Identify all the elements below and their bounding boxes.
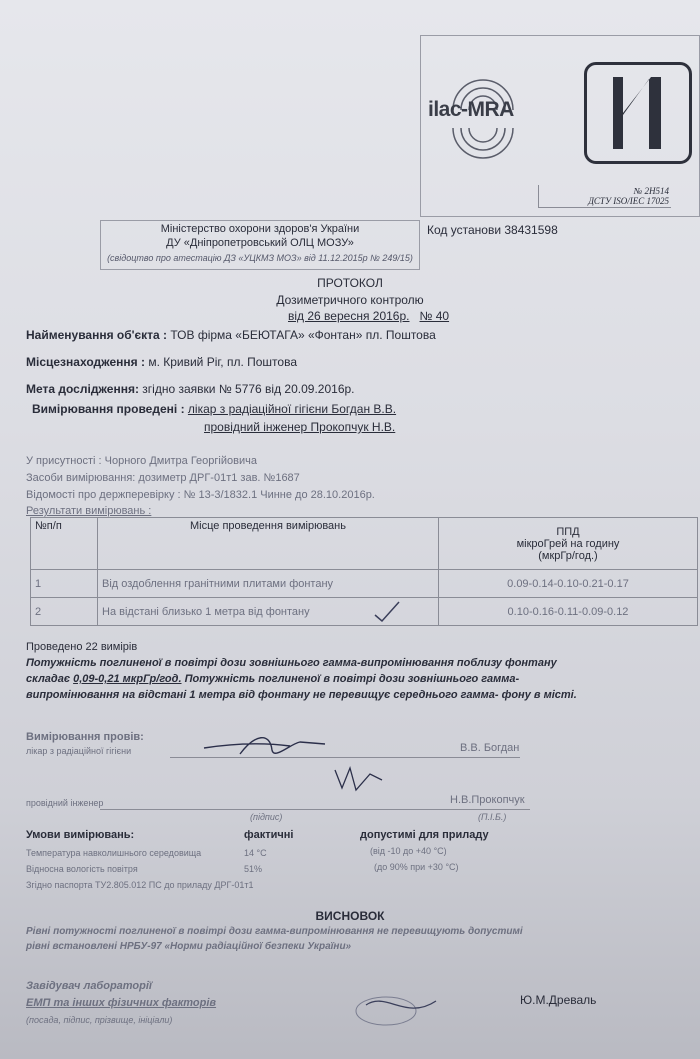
protocol-date (288, 309, 449, 323)
table-row (31, 598, 698, 626)
measured-row (32, 402, 396, 416)
conditions-actual-header: фактичні (244, 829, 294, 841)
doctor-name: В.В. Богдан (460, 742, 520, 754)
row-no: 2 (31, 598, 98, 626)
location-label: Місцезнаходження : (26, 355, 145, 369)
measured-label: Вимірювання проведені : (32, 402, 185, 416)
temp-allowed: (від -10 до +40 °С) (370, 846, 447, 856)
summary-value: 0,09-0,21 мкрГр/год. (73, 673, 182, 685)
ppd-unit: мікроГрей на годину (516, 537, 620, 550)
accreditation-logo-icon (584, 62, 692, 164)
ilac-logo-text: ilac-MRA (428, 98, 514, 121)
conditions-allowed-header: допустимі для приладу (360, 829, 489, 841)
purpose-label: Мета дослідження: (26, 382, 139, 396)
object-label: Найменування об'єкта : (26, 328, 168, 342)
doctor-title: лікар з радіаційної гігієни (26, 746, 132, 756)
certificate-text: (свідоцтво про атестацію ДЗ «УЦКМЗ МОЗ» від 11.12.2015р № 249/15) (107, 253, 413, 263)
stamp-signature-icon (346, 985, 456, 1029)
col-no-header: №п/п (31, 518, 98, 570)
results-table (30, 517, 698, 626)
measured-by-label: Вимірювання провів: (26, 731, 144, 743)
presence-row: У присутності : Чорного Дмитра Георгійовича (26, 455, 257, 467)
measured-value-1: лікар з радіаційної гігієни Богдан В.В. (187, 402, 397, 416)
institution-header (100, 220, 420, 270)
purpose-value: згідно заявки № 5776 від 20.09.2016р. (142, 382, 355, 396)
row-value: 0.10-0.16-0.11-0.09-0.12 (439, 598, 698, 626)
temp-actual: 14 °С (244, 848, 267, 858)
protocol-date-text: від 26 вересня 2016р. (288, 309, 410, 323)
institution-code: Код установи 38431598 (427, 223, 558, 237)
engineer-title: провідний інженер (26, 798, 104, 808)
summary-line-3: випромінювання на відстані 1 метра від фонтану не перевищує середнього гамма- фону в місті. (26, 689, 577, 701)
location-row (26, 355, 297, 369)
head-label: Завідувач лабораторії (26, 980, 152, 992)
protocol-title: ПРОТОКОЛ (317, 276, 383, 290)
conducted-count: Проведено 22 вимірів (26, 641, 138, 653)
row-no: 1 (31, 570, 98, 598)
row-value: 0.09-0.14-0.10-0.21-0.17 (439, 570, 698, 598)
accreditation-no: № 2Н514 (633, 186, 669, 196)
head-name: Ю.М.Древаль (520, 993, 597, 1007)
accreditation-standard: ДСТУ ISO/IEC 17025 (588, 196, 669, 206)
conditions-label: Умови вимірювань: (26, 829, 135, 841)
ppd-label: ППД (556, 525, 580, 538)
lab-name: ЕМП та інших фізичних факторів (26, 997, 217, 1009)
object-row (26, 328, 436, 342)
measured-value-2: провідний інженер Прокопчук Н.В. (204, 420, 396, 434)
summary-line-1: Потужність поглиненої в повітрі дози зовнішнього гамма-випромінювання поблизу фонтану (26, 657, 557, 669)
doctor-signature-icon (200, 724, 330, 764)
ppd-unit-abbr: (мкрГр/год.) (538, 549, 598, 562)
table-row (31, 570, 698, 598)
institution-name: ДУ «Дніпропетровський ОЛЦ МОЗУ» (166, 237, 354, 249)
location-value: м. Кривий Ріг, пл. Поштова (148, 355, 298, 369)
temp-label: Температура навколишнього середовища (26, 848, 202, 858)
engineer-signature-icon (330, 760, 390, 800)
table-header-row (31, 518, 698, 570)
hum-allowed: (до 90% при +30 °С) (374, 862, 459, 872)
summary-line-2 (26, 673, 519, 685)
footer-caption: (посада, підпис, прізвище, ініціали) (26, 1015, 173, 1025)
accreditation-number (538, 185, 671, 208)
ministry-name: Міністерство охорони здоров'я України (160, 223, 360, 235)
checkmark-icon (372, 600, 402, 624)
protocol-number: № 40 (419, 309, 450, 323)
verification-row: Відомості про держперевірку : № 13-3/1832.1 Чинне до 28.10.2016р. (26, 489, 375, 501)
row-place: На відстані близько 1 метра від фонтану (98, 598, 439, 626)
conditions-doc: Згідно паспорта ТУ2.805.012 ПС до приладу ДРГ-01т1 (26, 880, 254, 890)
signature-caption: (підпис) (250, 812, 283, 822)
col-ppd-header (439, 518, 698, 570)
engineer-sign-line (100, 809, 530, 810)
initials-caption: (П.І.Б.) (478, 812, 507, 822)
summary-line-2c: Потужність поглиненої в повітрі дози зовнішнього гамма- (184, 673, 520, 685)
conclusion-line-1: Рівні потужності поглиненої в повітрі дози гамма-випромінювання не перевищують допустимі (26, 926, 523, 937)
hum-actual: 51% (244, 864, 263, 874)
object-value: ТОВ фірма «БЕЮТАГА» «Фонтан» пл. Поштова (170, 328, 436, 342)
col-place-header: Місце проведення вимірювань (98, 518, 439, 570)
purpose-row (26, 382, 355, 396)
results-label: Результати вимірювань : (26, 505, 152, 517)
row-place: Від оздоблення гранітними плитами фонтану (98, 570, 439, 598)
hum-label: Відносна вологість повітря (26, 864, 138, 874)
engineer-name: Н.В.Прокопчук (450, 794, 525, 806)
protocol-subtitle: Дозиметричного контролю (276, 293, 424, 307)
conclusion-line-2: рівні встановлені НРБУ-97 «Норми радіаційної безпеки України» (26, 941, 352, 952)
conclusion-title: ВИСНОВОК (315, 909, 385, 923)
means-row: Засоби вимірювання: дозиметр ДРГ-01т1 зав. №1687 (26, 472, 300, 484)
summary-line-2a: складає (26, 673, 71, 685)
